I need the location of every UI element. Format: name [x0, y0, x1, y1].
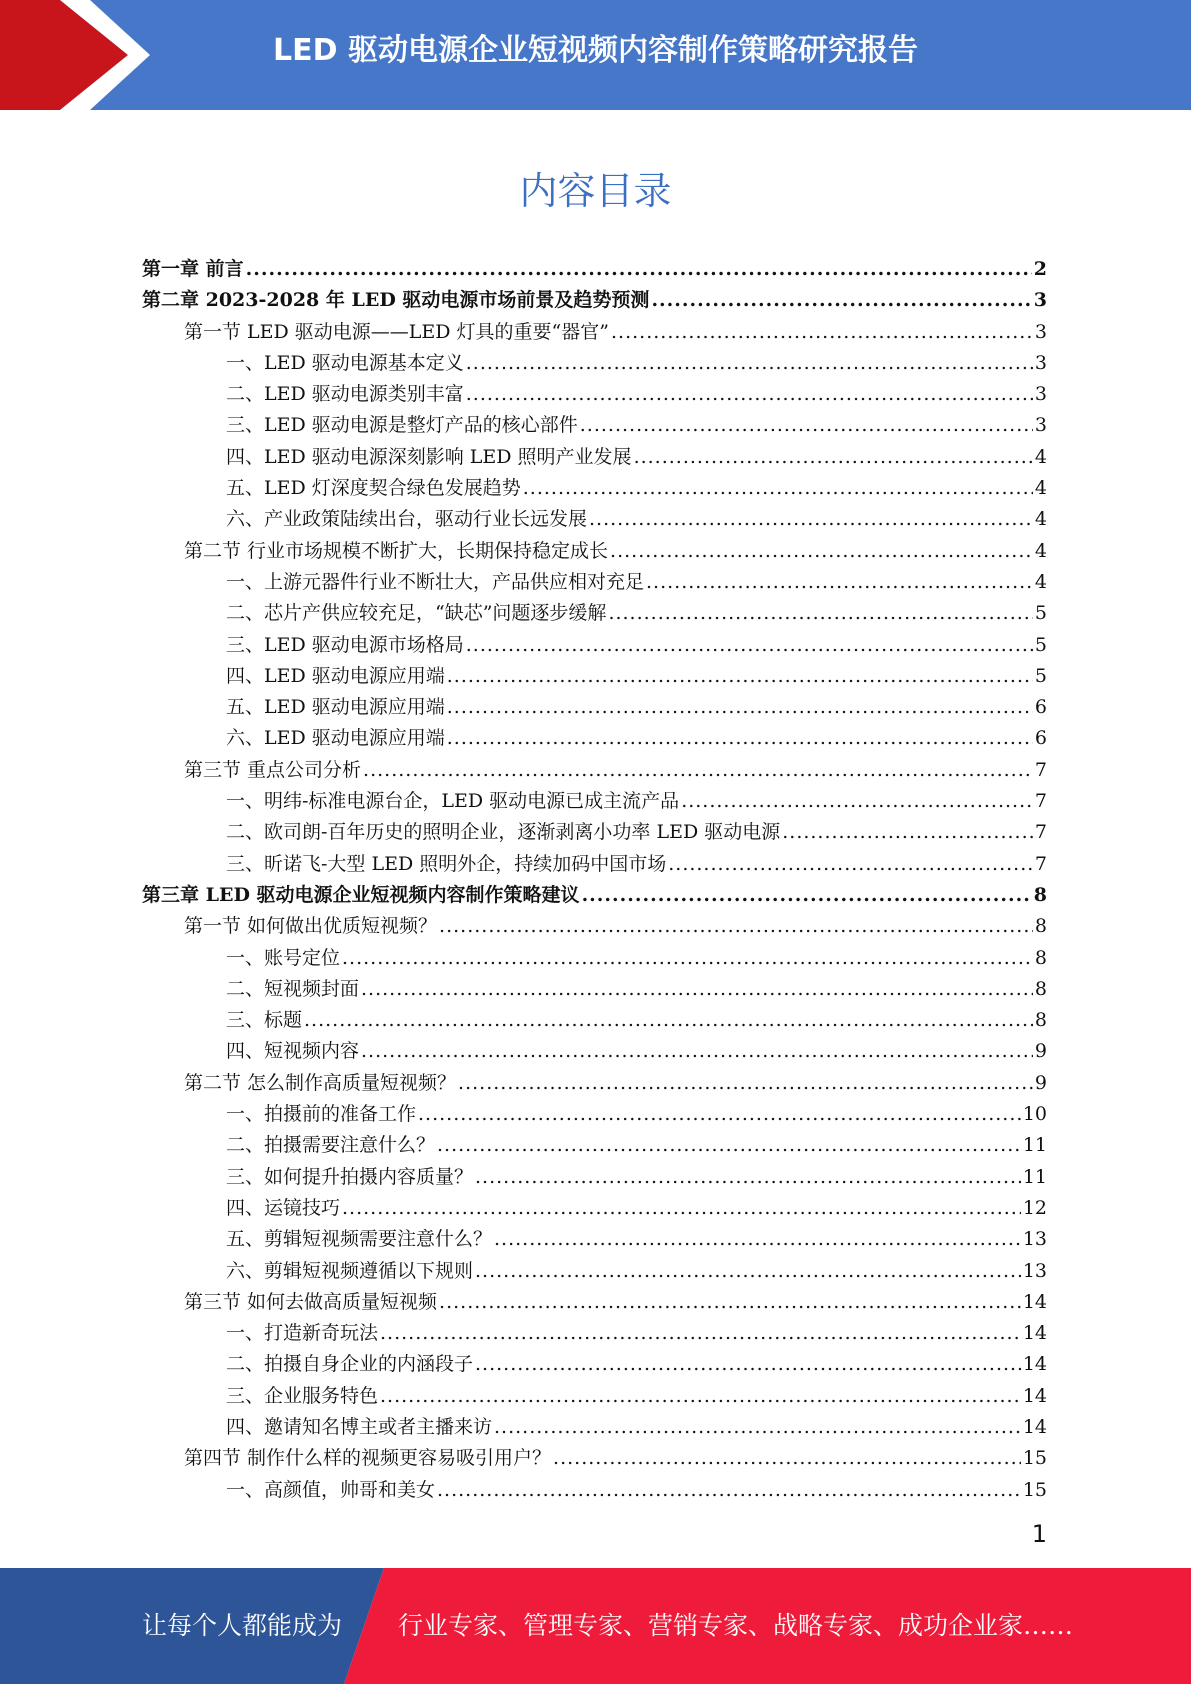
toc-entry-text: 四、LED 驱动电源深刻影响 LED 照明产业发展 — [226, 445, 632, 468]
toc-dot-leader — [447, 727, 1033, 749]
toc-entry-page: 13 — [1022, 1259, 1047, 1282]
toc-entry-text: 二、短视频封面 — [226, 977, 360, 1000]
toc-dot-leader — [582, 884, 1032, 906]
footer-slogan-left: 让每个人都能成为 — [142, 1611, 343, 1640]
toc-entry-page: 10 — [1022, 1103, 1047, 1126]
toc-entry-page: 3 — [1034, 320, 1047, 343]
toc-entry-page: 7 — [1034, 852, 1047, 875]
toc-entry-page: 7 — [1034, 758, 1047, 781]
toc-entry[interactable] — [142, 473, 1047, 504]
toc-dot-leader — [361, 1040, 1033, 1062]
toc-dot-leader — [646, 571, 1033, 593]
toc-entry-text: 五、剪辑短视频需要注意什么？ — [226, 1228, 493, 1251]
toc-entry-text: 四、运镜技巧 — [226, 1196, 341, 1219]
toc-entry-text: 二、芯片产供应较充足，“缺芯”问题逐步缓解 — [226, 602, 607, 625]
toc-entry-text: 第三节 如何去做高质量短视频 — [184, 1290, 438, 1313]
toc-dot-leader — [523, 477, 1033, 499]
toc-entry-page: 9 — [1034, 1071, 1047, 1094]
toc-entry-text: 一、上游元器件行业不断壮大，产品供应相对充足 — [226, 570, 645, 593]
toc-dot-leader — [681, 790, 1033, 812]
toc-entry[interactable] — [142, 661, 1047, 692]
toc-entry-page: 4 — [1034, 539, 1047, 562]
toc-entry[interactable] — [142, 1068, 1047, 1099]
page-number: 1 — [1031, 1520, 1047, 1548]
toc-dot-leader — [418, 1103, 1021, 1125]
toc-entry[interactable] — [142, 1318, 1047, 1349]
toc-entry-text: 第二节 行业市场规模不断扩大，长期保持稳定成长 — [184, 539, 609, 562]
toc-dot-leader — [475, 1260, 1021, 1282]
toc-entry[interactable] — [142, 442, 1047, 473]
toc-entry-text: 第一节 如何做出优质短视频？ — [184, 915, 438, 938]
toc-entry-text: 六、LED 驱动电源应用端 — [226, 727, 445, 750]
toc-entry-text: 一、拍摄前的准备工作 — [226, 1103, 417, 1126]
toc-entry-text: 第一章 前言 — [142, 258, 244, 280]
toc-entry[interactable] — [142, 1193, 1047, 1224]
toc-entry[interactable] — [142, 1224, 1047, 1255]
toc-entry[interactable] — [142, 1099, 1047, 1130]
toc-entry[interactable] — [142, 598, 1047, 629]
toc-entry[interactable] — [142, 1475, 1047, 1506]
toc-entry-page: 13 — [1022, 1228, 1047, 1251]
toc-entry-text: 一、LED 驱动电源基本定义 — [226, 351, 464, 374]
toc-entry-page: 14 — [1022, 1290, 1047, 1313]
toc-dot-leader — [611, 321, 1033, 343]
toc-dot-leader — [342, 1197, 1021, 1219]
toc-entry-text: 二、拍摄自身企业的内涵段子 — [226, 1353, 474, 1376]
toc-entry[interactable] — [142, 1130, 1047, 1161]
page-footer — [0, 1568, 1191, 1684]
toc-entry-text: 第二节 怎么制作高质量短视频？ — [184, 1071, 457, 1094]
toc-dot-leader — [447, 665, 1033, 687]
table-of-contents — [142, 254, 1047, 1506]
toc-dot-leader — [610, 540, 1033, 562]
toc-entry-page: 3 — [1034, 351, 1047, 374]
toc-entry-text: 二、拍摄需要注意什么？ — [226, 1134, 436, 1157]
toc-entry-text: 一、账号定位 — [226, 946, 341, 969]
toc-dot-leader — [437, 1479, 1021, 1501]
toc-entry-page: 12 — [1022, 1196, 1047, 1219]
toc-entry[interactable] — [142, 1162, 1047, 1193]
toc-dot-leader — [634, 446, 1033, 468]
toc-entry-page: 5 — [1034, 602, 1047, 625]
toc-entry-page: 4 — [1034, 570, 1047, 593]
toc-dot-leader — [437, 1134, 1021, 1156]
footer-slogan-right: 行业专家、管理专家、营销专家、战略专家、成功企业家…… — [398, 1611, 1074, 1640]
toc-entry[interactable] — [142, 1381, 1047, 1412]
toc-entry-page: 9 — [1034, 1040, 1047, 1063]
toc-entry[interactable] — [142, 536, 1047, 567]
toc-entry-page: 14 — [1022, 1353, 1047, 1376]
toc-entry-text: 四、LED 驱动电源应用端 — [226, 664, 445, 687]
toc-entry[interactable] — [142, 1005, 1047, 1036]
toc-entry-text: 第三节 重点公司分析 — [184, 758, 362, 781]
toc-entry-page: 3 — [1033, 289, 1047, 312]
toc-entry[interactable] — [142, 849, 1047, 880]
toc-dot-leader — [475, 1353, 1021, 1375]
toc-dot-leader — [466, 634, 1033, 656]
toc-entry-page: 8 — [1034, 977, 1047, 1000]
toc-dot-leader — [668, 853, 1033, 875]
toc-entry[interactable] — [142, 943, 1047, 974]
toc-dot-leader — [380, 1322, 1021, 1344]
toc-dot-leader — [342, 947, 1033, 969]
toc-entry-page: 8 — [1034, 1009, 1047, 1032]
toc-entry-page: 4 — [1034, 477, 1047, 500]
toc-entry-page: 4 — [1034, 508, 1047, 531]
toc-entry-page: 7 — [1034, 821, 1047, 844]
toc-entry-text: 一、明纬-标准电源台企，LED 驱动电源已成主流产品 — [226, 790, 680, 813]
toc-entry[interactable] — [142, 379, 1047, 410]
toc-entry-text: 三、LED 驱动电源市场格局 — [226, 633, 464, 656]
toc-entry-text: 四、邀请知名博主或者主播来访 — [226, 1415, 493, 1438]
toc-dot-leader — [475, 1166, 1021, 1188]
toc-entry-text: 一、高颜值，帅哥和美女 — [226, 1478, 436, 1501]
toc-dot-leader — [466, 383, 1033, 405]
toc-entry-text: 三、如何提升拍摄内容质量？ — [226, 1165, 474, 1188]
toc-entry-text: 三、标题 — [226, 1009, 303, 1032]
toc-dot-leader — [651, 289, 1031, 311]
toc-entry-page: 14 — [1022, 1322, 1047, 1345]
toc-entry[interactable] — [142, 504, 1047, 535]
toc-entry[interactable] — [142, 254, 1047, 285]
toc-entry-page: 8 — [1034, 915, 1047, 938]
toc-dot-leader — [494, 1416, 1021, 1438]
toc-title: 内容目录 — [519, 169, 672, 213]
toc-entry[interactable] — [142, 817, 1047, 848]
toc-entry-page: 14 — [1022, 1415, 1047, 1438]
toc-entry[interactable] — [142, 317, 1047, 348]
toc-dot-leader — [380, 1385, 1021, 1407]
toc-dot-leader — [304, 1009, 1033, 1031]
toc-entry-text: 一、打造新奇玩法 — [226, 1322, 379, 1345]
toc-dot-leader — [447, 696, 1033, 718]
toc-entry-page: 15 — [1022, 1478, 1047, 1501]
toc-entry[interactable] — [142, 692, 1047, 723]
toc-dot-leader — [553, 1447, 1021, 1469]
toc-dot-leader — [363, 759, 1033, 781]
toc-entry[interactable] — [142, 348, 1047, 379]
toc-entry[interactable] — [142, 755, 1047, 786]
toc-entry[interactable] — [142, 786, 1047, 817]
toc-entry-text: 第二章 2023-2028 年 LED 驱动电源市场前景及趋势预测 — [142, 289, 650, 312]
report-title: LED 驱动电源企业短视频内容制作策略研究报告 — [273, 33, 918, 68]
toc-entry[interactable] — [142, 723, 1047, 754]
toc-dot-leader — [782, 821, 1033, 843]
toc-entry-text: 三、企业服务特色 — [226, 1384, 379, 1407]
toc-entry-text: 五、LED 驱动电源应用端 — [226, 696, 445, 719]
toc-entry[interactable] — [142, 880, 1047, 911]
toc-entry-page: 6 — [1034, 727, 1047, 750]
toc-dot-leader — [439, 915, 1033, 937]
toc-entry-text: 三、昕诺飞-大型 LED 照明外企，持续加码中国市场 — [226, 852, 667, 875]
toc-entry[interactable] — [142, 1036, 1047, 1067]
toc-entry-page: 11 — [1022, 1134, 1047, 1157]
toc-entry-text: 二、LED 驱动电源类别丰富 — [226, 383, 464, 406]
toc-entry[interactable] — [142, 285, 1047, 316]
toc-entry[interactable] — [142, 974, 1047, 1005]
toc-entry-text: 二、欧司朗-百年历史的照明企业，逐渐剥离小功率 LED 驱动电源 — [226, 821, 781, 844]
toc-entry-text: 第三章 LED 驱动电源企业短视频内容制作策略建议 — [142, 883, 580, 906]
toc-entry[interactable] — [142, 1349, 1047, 1380]
toc-dot-leader — [589, 508, 1033, 530]
toc-dot-leader — [494, 1228, 1021, 1250]
toc-entry-page: 4 — [1034, 445, 1047, 468]
toc-entry-page: 7 — [1034, 790, 1047, 813]
toc-dot-leader — [466, 352, 1033, 374]
toc-entry-text: 第一节 LED 驱动电源——LED 灯具的重要“器官” — [184, 320, 609, 343]
toc-entry[interactable] — [142, 1287, 1047, 1318]
toc-entry-text: 六、剪辑短视频遵循以下规则 — [226, 1259, 474, 1282]
toc-entry-page: 8 — [1033, 883, 1047, 906]
toc-entry-page: 3 — [1034, 383, 1047, 406]
toc-entry-page: 6 — [1034, 696, 1047, 719]
toc-entry-page: 2 — [1033, 258, 1047, 280]
toc-entry-page: 8 — [1034, 946, 1047, 969]
toc-entry[interactable] — [142, 567, 1047, 598]
toc-entry-text: 第四节 制作什么样的视频更容易吸引用户？ — [184, 1447, 552, 1470]
toc-entry-page: 14 — [1022, 1384, 1047, 1407]
toc-dot-leader — [608, 602, 1032, 624]
toc-entry-text: 三、LED 驱动电源是整灯产品的核心部件 — [226, 414, 578, 437]
toc-entry-text: 五、LED 灯深度契合绿色发展趋势 — [226, 477, 521, 500]
toc-dot-leader — [246, 258, 1032, 280]
toc-entry[interactable] — [142, 1256, 1047, 1287]
toc-entry[interactable] — [142, 410, 1047, 441]
toc-dot-leader — [580, 414, 1033, 436]
toc-dot-leader — [361, 978, 1033, 1000]
toc-entry[interactable] — [142, 911, 1047, 942]
toc-entry-page: 3 — [1034, 414, 1047, 437]
page-header — [0, 0, 1191, 110]
toc-entry-text: 六、产业政策陆续出台，驱动行业长远发展 — [226, 508, 588, 531]
toc-entry-page: 5 — [1034, 664, 1047, 687]
toc-entry-page: 5 — [1034, 633, 1047, 656]
toc-entry[interactable] — [142, 630, 1047, 661]
toc-entry-page: 11 — [1022, 1165, 1047, 1188]
toc-entry[interactable] — [142, 1412, 1047, 1443]
toc-entry-page: 15 — [1022, 1447, 1047, 1470]
toc-dot-leader — [439, 1291, 1021, 1313]
toc-entry[interactable] — [142, 1443, 1047, 1474]
toc-dot-leader — [458, 1072, 1033, 1094]
toc-entry-text: 四、短视频内容 — [226, 1040, 360, 1063]
